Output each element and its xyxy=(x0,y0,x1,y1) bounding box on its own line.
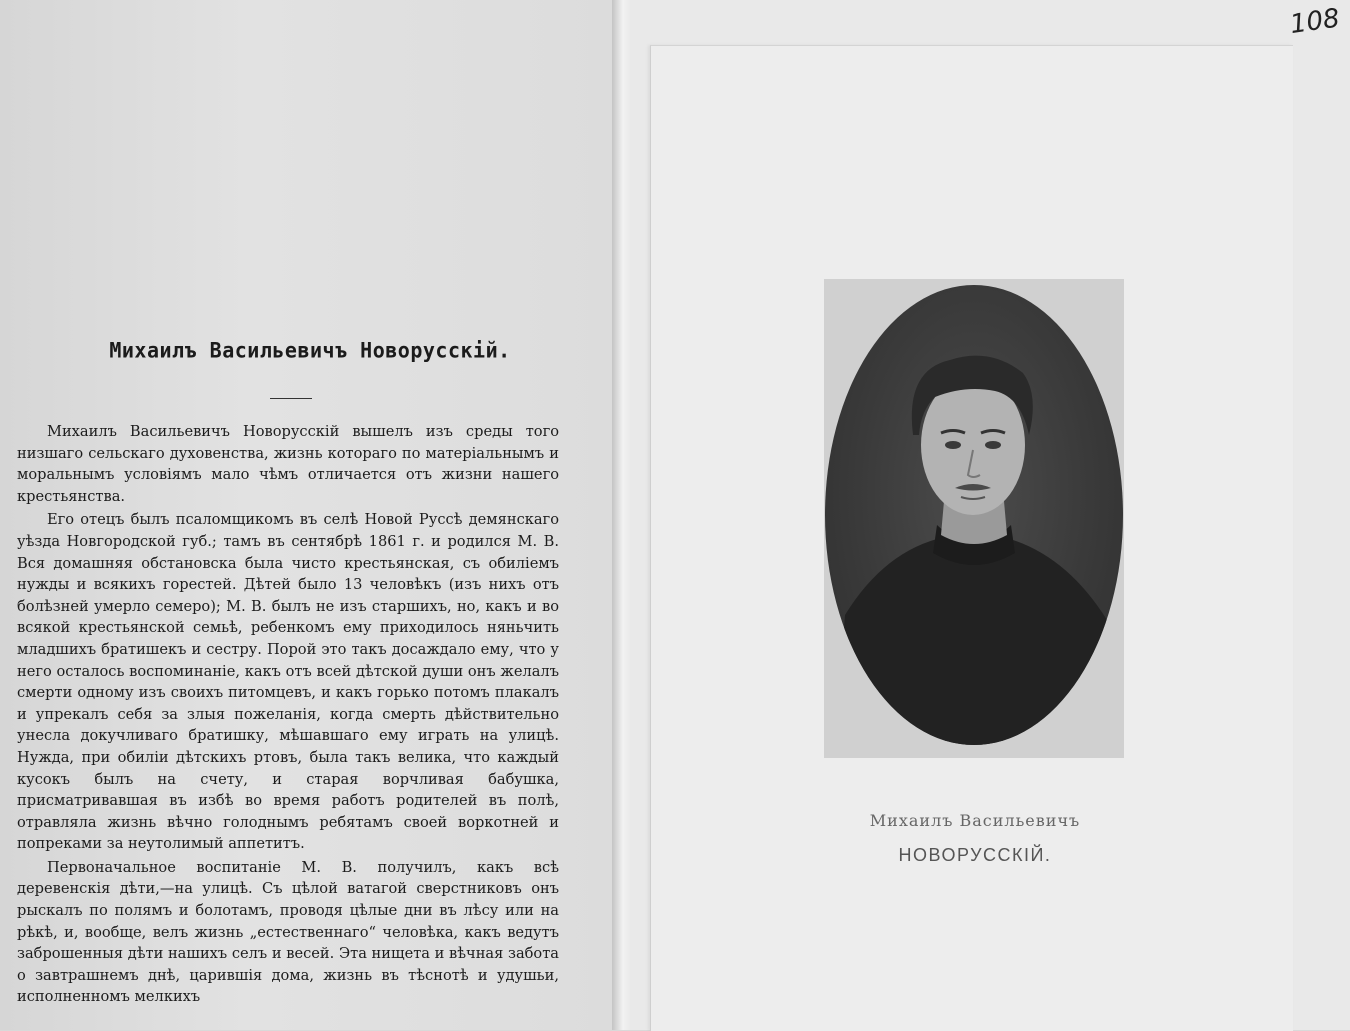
handwritten-page-number: 108 xyxy=(1288,3,1342,41)
portrait-figure xyxy=(825,285,1123,745)
article-title: Михаилъ Васильевичъ Новорусскій. xyxy=(109,337,511,363)
portrait-photo xyxy=(825,285,1123,745)
portrait-caption-name: Михаилъ Васильевичъ xyxy=(869,811,1081,830)
paragraph-2: Его отецъ былъ псаломщикомъ въ селѣ Новой Руссѣ демянскаго уѣзда Новгородской губ.; тамъ въ сентябрѣ 1861 г. и родился М. В. Вся домашняя обстановска была чисто крестьянская, съ обиліемъ нужды и всякихъ горестей. Дѣтей было 13 человѣкъ (изъ нихъ отъ болѣзней умерло семеро); М. В. былъ не изъ старшихъ, но, какъ и во всякой крестьянской семьѣ, ребенкомъ ему приходилось няньчить младшихъ братишекъ и сестру. Порой это такъ досаждало ему, что у него осталось воспоминаніе, какъ отъ всей дѣтской души онъ желалъ смерти одному изъ своихъ питомцевъ, и какъ горько потомъ плакалъ и упрекалъ себя за злыя пожеланія, когда смерть дѣйствительно унесла докучливаго братишку, мѣшавшаго ему играть на улицѣ. Нужда, при обиліи дѣтскихъ ртовъ, была такъ велика, что каждый кусокъ былъ на счету, и старая ворчливая бабушка, присматривавшая въ избѣ во время работъ родителей въ полѣ, отравляла жизнь вѣчно голоднымъ ребятамъ своей воркотней и попреками за неутолимый аппетитъ. xyxy=(17,511,559,853)
paragraph-1: Михаилъ Васильевичъ Новорусскій вышелъ изъ среды того низшаго сельскаго духовенства, жизнь котораго по матеріальнымъ и моральнымъ условіямъ мало чѣмъ отличается отъ жизни нашего крестьянства. xyxy=(17,423,559,505)
left-page xyxy=(0,0,622,1030)
article-body xyxy=(17,421,559,1010)
book-gutter xyxy=(612,0,632,1030)
portrait-caption-surname: НОВОРУССКІЙ. xyxy=(898,845,1052,865)
paragraph-3: Первоначальное воспитаніе М. В. получилъ, какъ всѣ деревенскія дѣти,—на улицѣ. Съ цѣлой ватагой сверстниковъ онъ рыскалъ по полямъ и болотамъ, проводя цѣлые дни въ лѣсу или на рѣкѣ, и, вообще, велъ жизнь „естественнаго“ человѣка, какъ ведутъ заброшенныя дѣти нашихъ селъ и весей. Эта нищета и вѣчная забота о завтрашнемъ днѣ, царившія дома, жизнь въ тѣснотѣ и удушьи, исполненномъ мелкихъ xyxy=(17,858,559,1006)
title-divider xyxy=(270,398,312,399)
